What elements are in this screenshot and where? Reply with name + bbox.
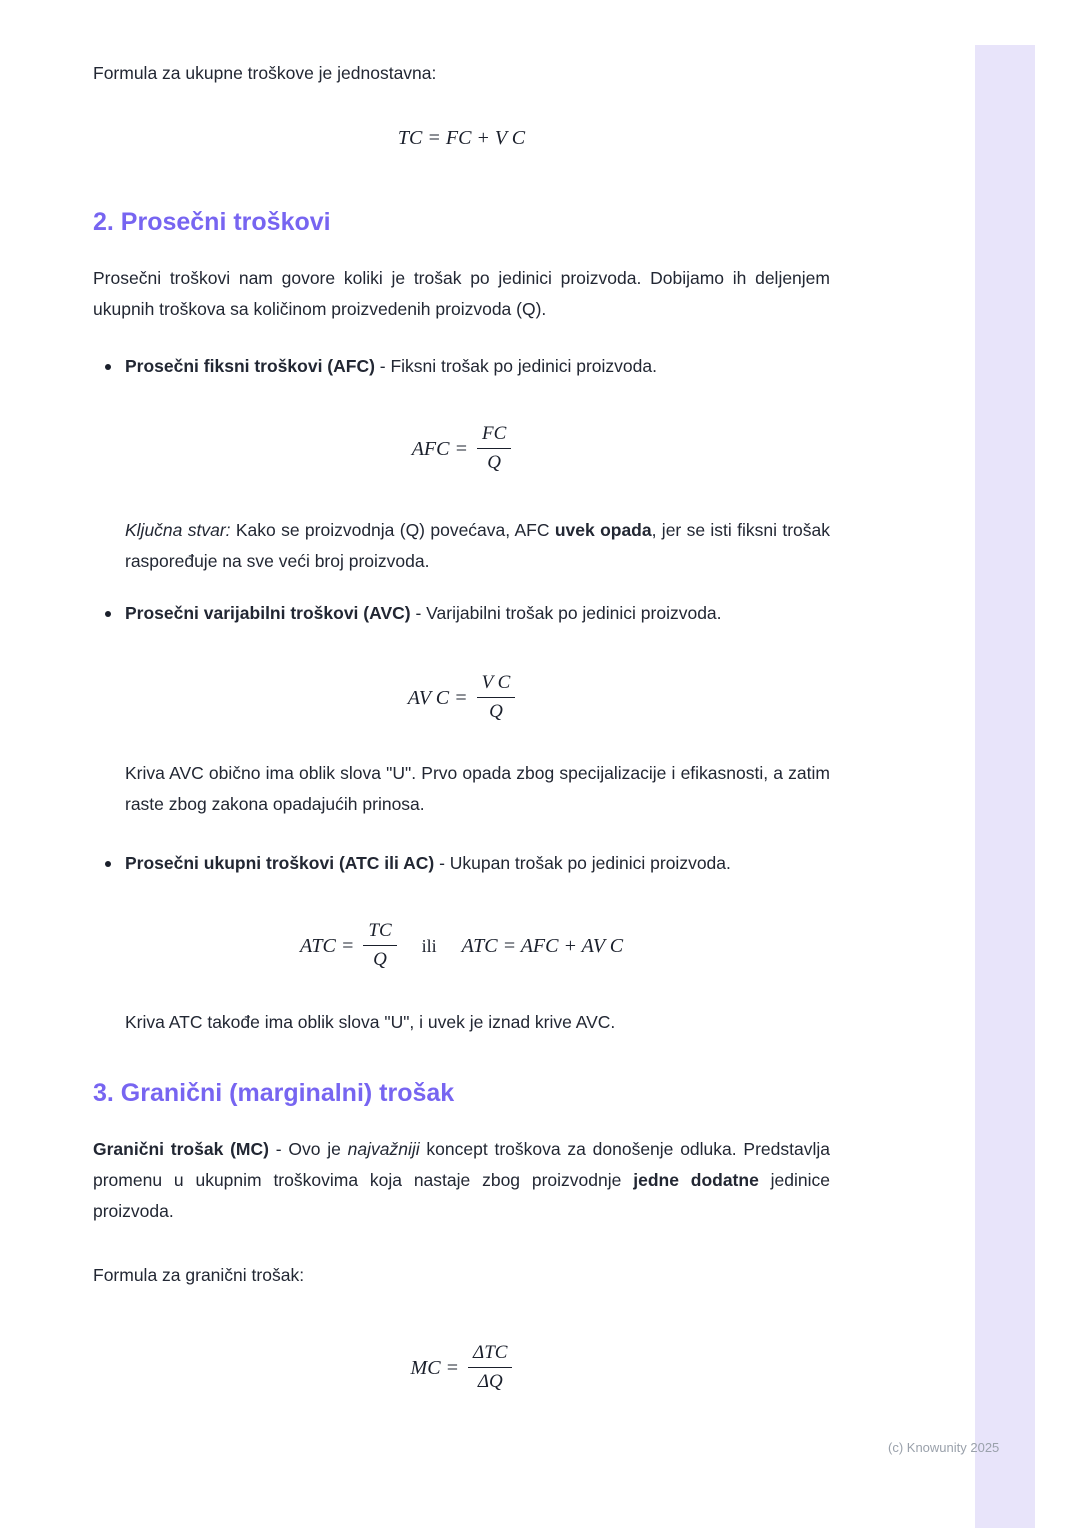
mc-term: Granični trošak (MC) [93,1139,269,1159]
bullet-dot-icon [105,611,111,617]
copyright-footer: (c) Knowunity 2025 [888,1440,1000,1455]
bullet-afc-term: Prosečni fiksni troškovi (AFC) [125,356,375,376]
section-3-paragraph [93,1134,830,1227]
formula-afc-lhs: AFC = [411,437,468,460]
formula-mc-denominator: ΔQ [468,1367,512,1394]
bullet-dot-icon [105,861,111,867]
mc-text-3: jedinice proizvoda. [93,1170,830,1221]
bullet-atc-term: Prosečni ukupni troškovi (ATC ili AC) [125,853,435,873]
mc-text-1: - Ovo je [268,1139,348,1159]
formula-atc-alternative: ATC = AFC + AV C [461,934,624,957]
formula-avc-fraction [477,671,516,724]
bullet-avc-definition: - Varijabilni trošak po jedinici proizvoda. [410,603,722,623]
bullet-atc-definition: - Ukupan trošak po jedinici proizvoda. [434,853,731,873]
formula-avc [93,671,830,724]
formula-atc-connector: ili [421,935,437,956]
page-accent-strip [975,45,1035,1528]
note-afc-lead: Ključna stvar: [125,520,231,540]
section-2-intro: Prosečni troškovi nam govore koliki je trošak po jedinici proizvoda. Dobijamo ih deljenjem ukupnih troškova sa količinom proizvedenih proizvoda (Q). [93,268,830,319]
formula-mc-lhs: MC = [410,1356,460,1379]
formula-mc-fraction [468,1341,512,1394]
formula-atc [93,919,830,972]
bullet-avc [93,598,830,629]
formula-total-cost [93,125,830,151]
formula-afc [93,422,830,475]
bullet-afc-definition: - Fiksni trošak po jedinici proizvoda. [374,356,657,376]
intro-line: Formula za ukupne troškove je jednostavna: [93,63,437,83]
formula-atc-numerator: TC [368,920,392,941]
formula-avc-numerator: V C [481,672,511,693]
note-avc: Kriva AVC obično ima oblik slova "U". Prvo opada zbog specijalizacije i efikasnosti, a zatim raste zbog zakona opadajućih prinosa. [125,763,830,814]
document-content [93,0,830,1394]
note-afc-text-2: , jer se isti fiksni trošak raspoređuje na sve veći broj proizvoda. [125,520,830,571]
note-afc-emphasis: uvek opada [554,520,652,540]
formula-afc-denominator: Q [477,448,511,475]
formula-tc-expression: TC = FC + V C [397,127,526,149]
formula-afc-numerator: FC [482,423,507,444]
bullet-avc-text [125,598,830,629]
section-2-heading: 2. Prosečni troškovi [93,208,331,236]
mc-emphasis-bold: jedne dodatne [633,1170,759,1190]
bullet-avc-term: Prosečni varijabilni troškovi (AVC) [125,603,411,623]
mc-formula-intro: Formula za granični trošak: [93,1265,305,1285]
formula-afc-fraction [477,422,511,475]
bullet-afc [93,351,830,382]
formula-atc-denominator: Q [363,945,396,972]
formula-avc-denominator: Q [477,697,516,724]
formula-mc-numerator: ΔTC [473,1342,508,1363]
section-3-heading: 3. Granični (marginalni) trošak [93,1079,455,1107]
bullet-afc-text [125,351,830,382]
formula-atc-lhs: ATC = [299,934,355,957]
note-afc-text-1: Kako se proizvodnja (Q) povećava, AFC [230,520,555,540]
bullet-atc [93,848,830,879]
note-afc [125,515,830,577]
mc-emphasis-italic: najvažniji [347,1139,420,1159]
note-atc: Kriva ATC takođe ima oblik slova "U", i uvek je iznad krive AVC. [125,1012,616,1032]
mc-text-2: koncept troškova za donošenje odluka. Predstavlja promenu u ukupnim troškovima koja nastaje zbog proizvodnje [93,1139,830,1190]
formula-mc [93,1341,830,1394]
formula-atc-fraction [363,919,396,972]
bullet-dot-icon [105,364,111,370]
bullet-atc-text [125,848,830,879]
formula-avc-lhs: AV C = [407,686,468,709]
